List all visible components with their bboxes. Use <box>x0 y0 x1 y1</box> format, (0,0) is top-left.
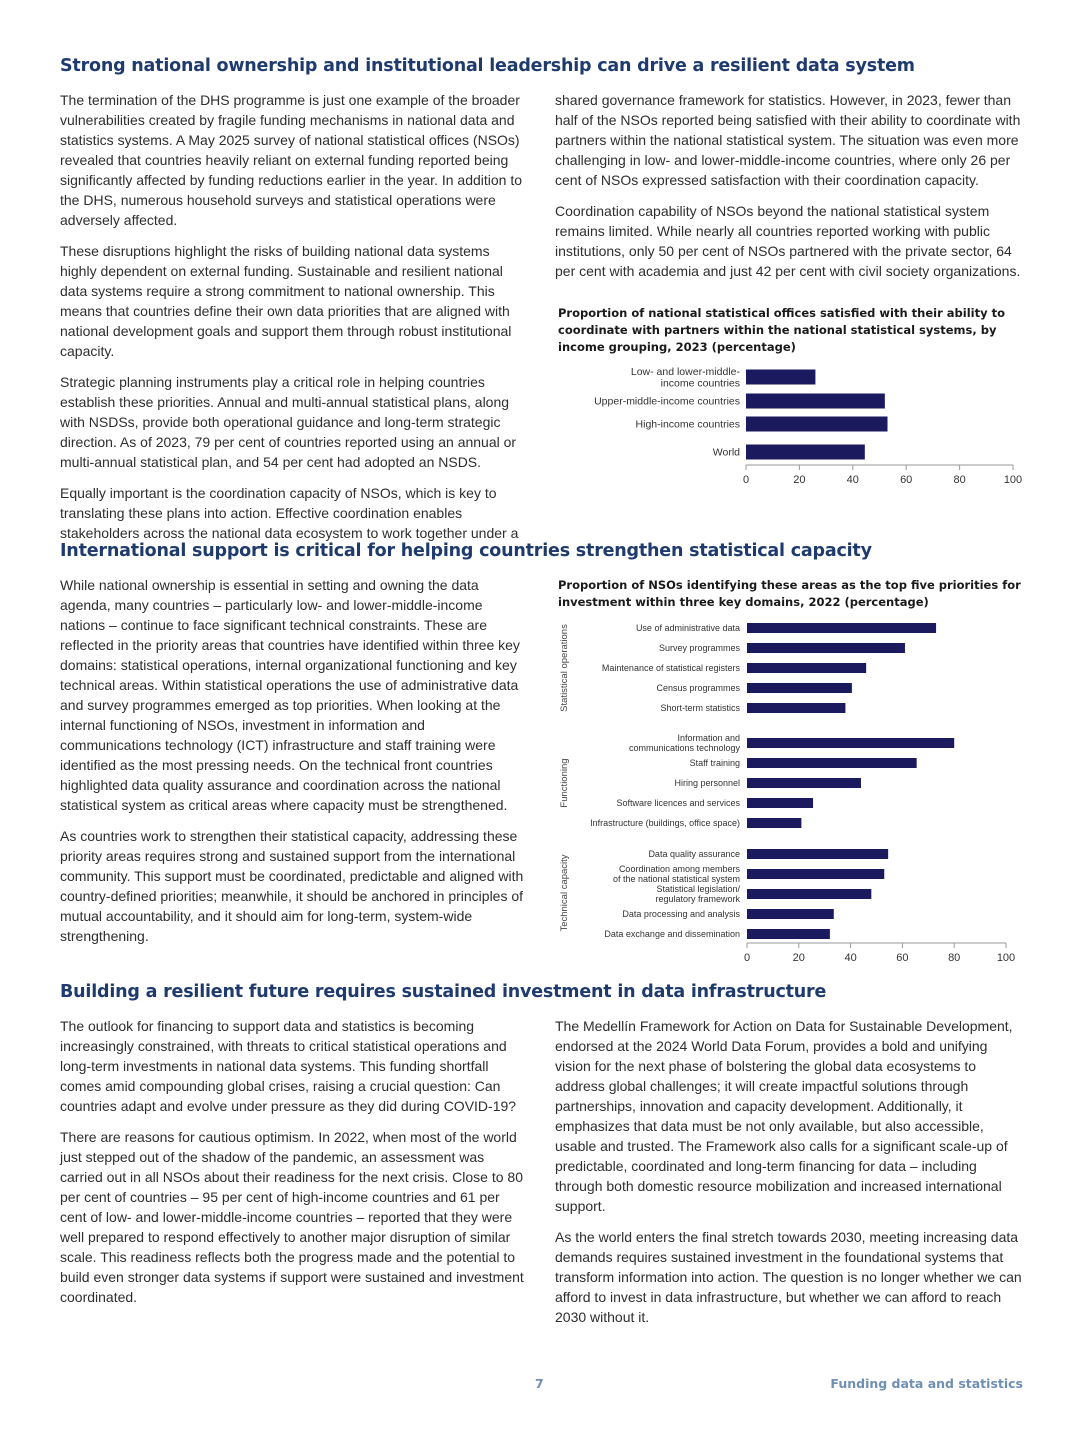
category-label: Software licences and services <box>616 798 740 809</box>
category-label: Coordination among members of the national statistical system <box>612 864 740 885</box>
category-label: Infrastructure (buildings, office space) <box>590 818 740 829</box>
bar <box>747 683 852 693</box>
section-3-right-column <box>555 1016 1025 1338</box>
chart-1-title: Proportion of national statistical offices satisfied with their ability to coordinate with partners within the national statistical systems, by income grouping, 2023 (percentage) <box>558 306 1005 354</box>
paragraph: As countries work to strengthen their statistical capacity, addressing these priority areas requires strong and sustained support from the international community. This support must be coordinated, predictable and aligned with country-defined priorities; meanwhile, it should be anchored in principles of mutual accountability, and it should aim for long-term, system-wide strengthening. <box>60 828 524 944</box>
bar <box>747 929 830 939</box>
category-label: Short-term statistics <box>660 703 740 714</box>
category-label: Maintenance of statistical registers <box>601 663 740 674</box>
section-heading-resilient-future: Building a resilient future requires sustained investment in data infrastructure <box>60 982 827 1002</box>
paragraph: Coordination capability of NSOs beyond the national statistical system remains limited. While nearly all countries reported working with public institutions, only 50 per cent of NSOs partnered with the private sector, 64 per cent with academia and just 42 per cent with civil society organizations. <box>555 203 1021 279</box>
paragraph: Strategic planning instruments play a critical role in helping countries establish these priorities. Annual and multi-annual statistical plans, along with NSDSs, provide both operational guidance and long-term strategic direction. As of 2023, 79 per cent of countries reported using an annual or multi-annual statistical plan, and 54 per cent had adopted an NSDS. <box>60 374 517 470</box>
paragraph: shared governance framework for statistics. However, in 2023, fewer than half of the NSOs reported being satisfied with their ability to coordinate with partners within the national statistical system. The situation was even more challenging in low- and lower-middle-income countries, where only 26 per cent of NSOs expressed satisfaction with their coordination capacity. <box>555 92 1021 188</box>
x-tick-label: 0 <box>743 952 751 964</box>
group-label: Functioning <box>559 758 570 808</box>
category-label: Hiring personnel <box>674 778 740 789</box>
running-title: Funding data and statistics <box>830 1376 1023 1391</box>
x-tick-label: 20 <box>793 474 806 486</box>
bar <box>747 758 917 768</box>
category-label: World <box>712 446 740 459</box>
bar <box>747 889 871 899</box>
bar <box>746 394 885 409</box>
group-label: Statistical operations <box>559 624 570 712</box>
x-tick-label: 100 <box>1003 474 1023 486</box>
bar <box>746 370 815 385</box>
section-3-left-column <box>60 1016 528 1318</box>
category-label: Low- and lower-middle-income countries <box>630 365 740 390</box>
bar <box>747 643 905 653</box>
group-label: Technical capacity <box>559 854 570 932</box>
bar <box>747 909 834 919</box>
category-label: Use of administrative data <box>635 623 740 634</box>
bar <box>747 623 936 633</box>
category-label: High-income countries <box>635 418 740 431</box>
chart-investment-priorities <box>555 615 1035 970</box>
x-tick-label: 80 <box>948 952 961 964</box>
x-tick-label: 0 <box>742 474 750 486</box>
paragraph: The Medellín Framework for Action on Data for Sustainable Development, endorsed at the 2024 World Data Forum, provides a bold and unifying vision for the next phase of bolstering the global data ecosystems to address global challenges; it will create impactful solutions through partnerships, innovation and capacity development. Additionally, it emphasizes that data must be not only available, but also accessible, usable and trusted. The Framework also calls for a significant scale-up of predictable, coordinated and long-term financing for data – including through both domestic resource mobilization and increased international support. <box>555 1018 1013 1214</box>
category-label: Data processing and analysis <box>622 909 740 920</box>
section-heading-ownership: Strong national ownership and institutional leadership can drive a resilient data system <box>60 56 915 76</box>
category-label: Data exchange and dissemination <box>604 929 740 940</box>
bar <box>747 818 801 828</box>
paragraph: The termination of the DHS programme is just one example of the broader vulnerabilities created by fragile funding mechanisms in national data and statistics systems. A May 2025 survey of national statistical offices (NSOs) revealed that countries heavily reliant on external funding reported being significantly affected by funding reductions earlier in the year. In addition to the DHS, numerous household surveys and statistical operations were adversely affected. <box>60 92 523 228</box>
x-tick-label: 60 <box>900 474 913 486</box>
section-1-left-column <box>60 90 528 554</box>
paragraph: As the world enters the final stretch towards 2030, meeting increasing data demands requires sustained investment in the foundational systems that transform information into action. The question is no longer whether we can afford to invest in data infrastructure, but whether we can afford to reach 2030 without it. <box>555 1229 1022 1325</box>
section-2-left-column <box>60 575 528 957</box>
chart-coordination-satisfaction <box>555 360 1035 490</box>
x-tick-label: 40 <box>844 952 857 964</box>
section-heading-international-support: International support is critical for helping countries strengthen statistical capacity <box>60 541 872 561</box>
paragraph: Equally important is the coordination capacity of NSOs, which is key to translating these plans into action. Effective coordination enables stakeholders across the national data ecosystem to work together under a <box>60 485 519 541</box>
bar <box>747 738 954 748</box>
bar <box>747 778 861 788</box>
paragraph: While national ownership is essential in setting and owning the data agenda, many countries – particularly low- and lower-middle-income nations – continue to face significant technical constraints. These are reflected in the priority areas that countries have identified within three key domains: statistical operations, internal organizational functioning and key technical areas. Within statistical operations the use of administrative data and survey programmes emerged as top priorities. When looking at the internal functioning of NSOs, investment in information and communications technology (ICT) infrastructure and staff training were identified as the most pressing needs. On the technical front countries highlighted data quality assurance and coordination across the national statistical system as critical areas where capacity must be strengthened. <box>60 577 520 813</box>
x-tick-label: 40 <box>846 474 859 486</box>
category-label: Census programmes <box>656 683 740 694</box>
bar <box>746 417 888 432</box>
bar <box>746 445 865 460</box>
category-label: Upper-middle-income countries <box>594 395 740 408</box>
paragraph: The outlook for financing to support data and statistics is becoming increasingly constrained, with threats to critical statistical operations and long-term investments in national data systems. This funding shortfall comes amid compounding global crises, raising a crucial question: Can countries adapt and evolve under pressure as they did during COVID-19? <box>60 1018 517 1114</box>
chart-2-title: Proportion of NSOs identifying these areas as the top five priorities for investment within three key domains, 2022 (percentage) <box>558 578 1021 609</box>
page-number: 7 <box>535 1376 544 1391</box>
paragraph: These disruptions highlight the risks of building national data systems highly dependent on external funding. Sustainable and resilient national data systems require a strong commitment to national ownership. This means that countries define their own data priorities that are aligned with national development goals and support them through robust institutional capacity. <box>60 243 512 359</box>
category-label: Information and communications technology <box>628 733 740 754</box>
x-tick-label: 80 <box>953 474 966 486</box>
bar <box>747 798 813 808</box>
category-label: Survey programmes <box>658 643 740 654</box>
category-label: Data quality assurance <box>648 849 740 860</box>
bar <box>747 703 845 713</box>
paragraph: There are reasons for cautious optimism. In 2022, when most of the world just stepped out of the shadow of the pandemic, an assessment was carried out in all NSOs about their readiness for the next crisis. Close to 80 per cent of countries – 95 per cent of high-income countries and 61 per cent of low- and lower-middle-income countries – reported that they were well prepared to respond effectively to another major disruption of similar scale. This readiness reflects both the progress made and the potential to build even stronger data systems if support were sustained and investment coordinated. <box>60 1129 524 1305</box>
bar <box>747 869 884 879</box>
x-tick-label: 100 <box>996 952 1016 964</box>
x-tick-label: 60 <box>896 952 909 964</box>
category-label: Statistical legislation/ regulatory framework <box>655 884 740 905</box>
section-1-right-column <box>555 90 1025 292</box>
bar <box>747 849 888 859</box>
x-tick-label: 20 <box>792 952 805 964</box>
bar <box>747 663 866 673</box>
category-label: Staff training <box>689 758 740 769</box>
